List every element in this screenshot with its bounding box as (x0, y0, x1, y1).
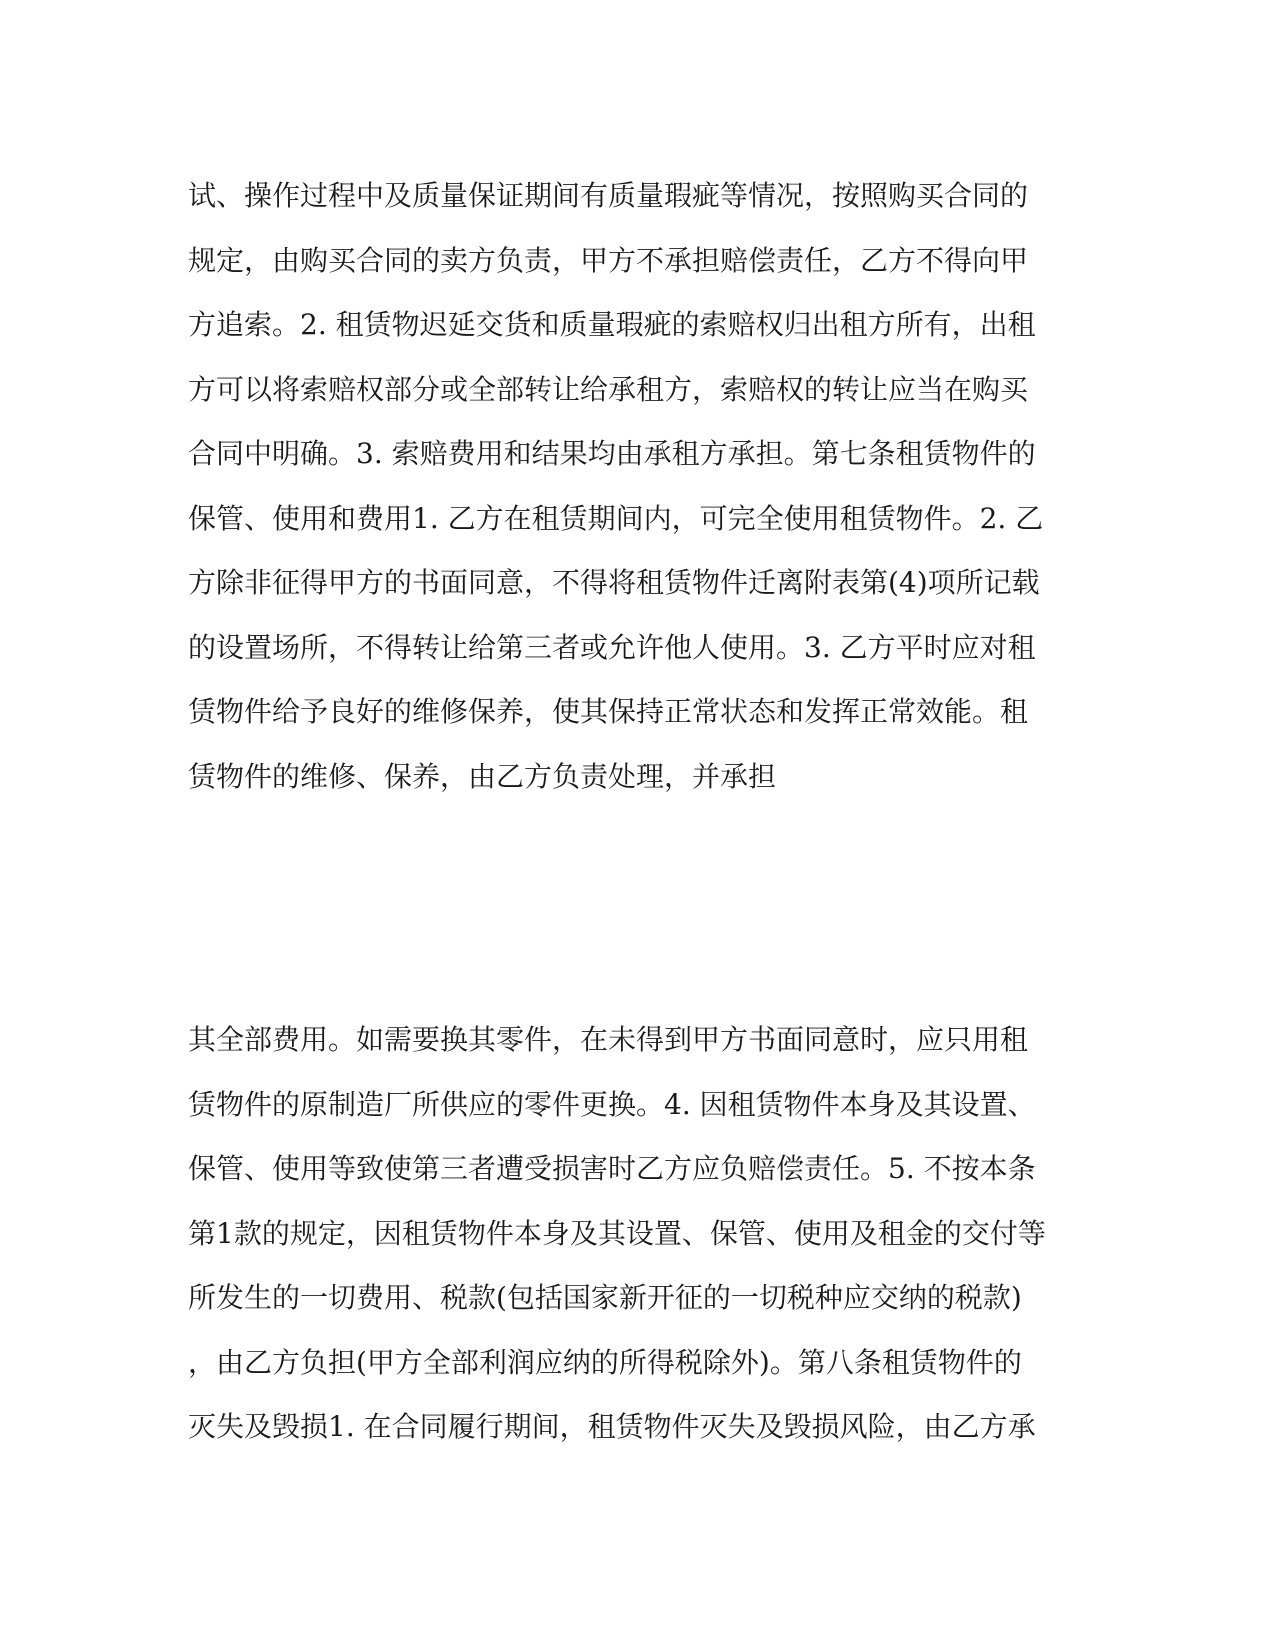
text-line: 规定，由购买合同的卖方负责，甲方不承担赔偿责任，乙方不得向甲 (188, 243, 1029, 277)
text-line: 赁物件的维修、保养，由乙方负责处理，并承担 (188, 759, 777, 793)
text-line: 赁物件的原制造厂所供应的零件更换。4. 因租赁物件本身及其设置、 (188, 1087, 1036, 1121)
text-line: 第1款的规定，因租赁物件本身及其设置、保管、使用及租金的交付等 (188, 1216, 1046, 1250)
paragraph-block-2 (188, 1008, 1088, 1460)
text-line: 的设置场所，不得转让给第三者或允许他人使用。3. 乙方平时应对租 (188, 630, 1036, 664)
text-line: 方除非征得甲方的书面同意，不得将租赁物件迁离附表第(4)项所记载 (188, 566, 1040, 599)
text-line: 保管、使用和费用1. 乙方在租赁期间内，可完全使用租赁物件。2. 乙 (188, 501, 1044, 535)
text-line: 试、操作过程中及质量保证期间有质量瑕疵等情况，按照购买合同的 (188, 179, 1029, 212)
text-line: 赁物件给予良好的维修保养，使其保持正常状态和发挥正常效能。租 (188, 695, 1029, 728)
text-line: 方可以将索赔权部分或全部转让给承租方，索赔权的转让应当在购买 (188, 372, 1029, 406)
paragraph-block-1 (188, 164, 1088, 809)
text-line: 灭失及毁损1. 在合同履行期间，租赁物件灭失及毁损风险，由乙方承 (188, 1410, 1036, 1443)
text-line: 保管、使用等致使第三者遭受损害时乙方应负赔偿责任。5. 不按本条 (188, 1152, 1036, 1185)
text-line: 合同中明确。3. 索赔费用和结果均由承租方承担。第七条租赁物件的 (188, 437, 1036, 470)
text-line: 其全部费用。如需要换其零件，在未得到甲方书面同意时，应只用租 (188, 1023, 1029, 1056)
text-line: ，由乙方负担(甲方全部利润应纳的所得税除外)。第八条租赁物件的 (188, 1345, 1022, 1379)
text-line: 所发生的一切费用、税款(包括国家新开征的一切税种应交纳的税款) (188, 1281, 1022, 1314)
text-line: 方追索。2. 租赁物迟延交货和质量瑕疵的索赔权归出租方所有，出租 (188, 308, 1036, 341)
